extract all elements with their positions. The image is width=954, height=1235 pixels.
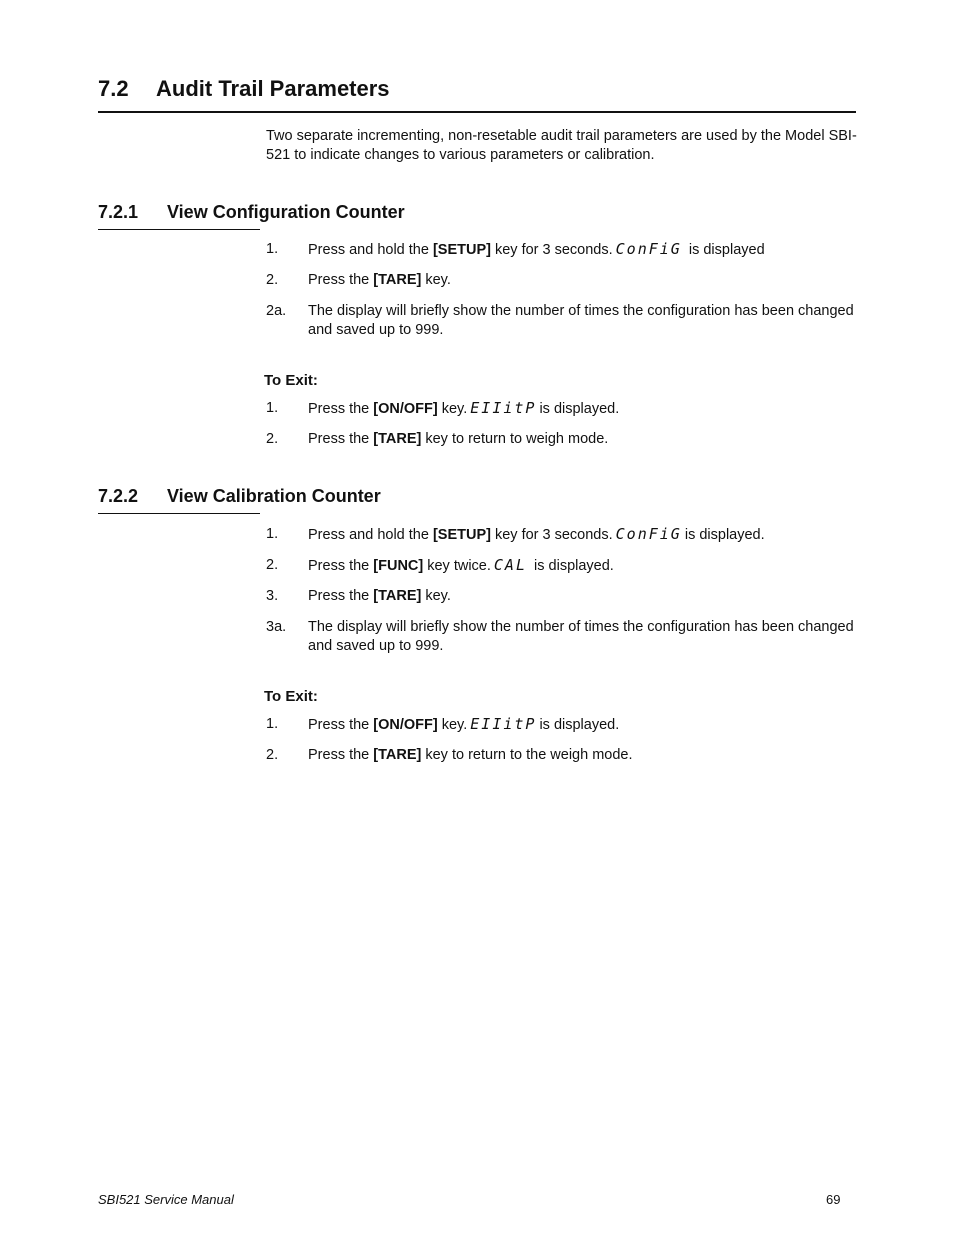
step-text: Press the <box>308 558 374 574</box>
subsection-heading-calibration <box>98 486 381 507</box>
list-item <box>266 525 858 545</box>
list-item <box>266 240 858 260</box>
subsection-number: 7.2.1 <box>98 202 139 222</box>
subsection-rule <box>98 513 260 514</box>
step-number: 1. <box>266 400 279 416</box>
key-name: [TARE] <box>373 747 422 763</box>
step-text: key twice. <box>423 558 491 574</box>
step-text: Press the <box>308 272 374 288</box>
key-name: [SETUP] <box>432 527 491 543</box>
intro-paragraph: Two separate incrementing, non-resetable audit trail parameters are used by the Model SBI-521 to indicate changes to various parameters or calibration. <box>266 128 857 163</box>
section-heading <box>98 76 390 102</box>
step-number: 2. <box>266 747 279 763</box>
list-item <box>266 618 858 656</box>
key-name: [ON/OFF] <box>373 717 438 733</box>
step-text: Press the <box>308 717 374 733</box>
list-item <box>266 715 858 735</box>
step-text: Press and hold the <box>308 527 433 543</box>
step-number: 2. <box>266 557 279 573</box>
key-name: [FUNC] <box>373 558 424 574</box>
step-number: 3. <box>266 588 279 604</box>
step-text: key for 3 seconds. <box>490 527 613 543</box>
step-text: Press the <box>308 747 374 763</box>
lcd-display-text: EIIitP <box>470 715 537 733</box>
section-title: Audit Trail Parameters <box>156 76 390 101</box>
step-text: key to return to weigh mode. <box>421 431 609 447</box>
step-text: is displayed. <box>539 401 620 417</box>
lcd-display-text: ConFiG <box>615 525 682 543</box>
list-item <box>266 556 858 576</box>
step-text: The display will briefly show the number of times the configuration has been changed and saved up to 999. <box>308 303 854 338</box>
step-text: key. <box>421 272 451 288</box>
step-text: key. <box>421 588 451 604</box>
step-text: is displayed. <box>530 558 614 574</box>
section-number: 7.2 <box>98 76 129 101</box>
lcd-display-text: ConFiG <box>615 240 682 258</box>
key-name: [TARE] <box>373 588 422 604</box>
list-item <box>266 746 858 765</box>
lcd-display-text: EIIitP <box>470 399 537 417</box>
subsection-number: 7.2.2 <box>98 486 139 506</box>
page-number: 69 <box>826 1192 841 1207</box>
step-text: key. <box>437 401 468 417</box>
step-number: 2. <box>266 431 279 447</box>
lcd-display-text: CAL <box>493 556 527 574</box>
key-name: [TARE] <box>373 272 422 288</box>
step-number: 2. <box>266 272 279 288</box>
exit-label: To Exit: <box>264 688 318 705</box>
subsection-rule <box>98 229 260 230</box>
key-name: [TARE] <box>373 431 422 447</box>
step-number: 1. <box>266 716 279 732</box>
step-number: 1. <box>266 241 279 257</box>
step-text: key to return to the weigh mode. <box>421 747 633 763</box>
step-text: Press and hold the <box>308 242 433 258</box>
step-text: is displayed. <box>684 527 765 543</box>
step-number: 1. <box>266 526 279 542</box>
section-rule <box>98 111 856 113</box>
list-item <box>266 399 858 419</box>
list-item <box>266 430 858 449</box>
step-text: key. <box>437 717 468 733</box>
footer-manual-title: SBI521 Service Manual <box>98 1192 234 1207</box>
exit-label: To Exit: <box>264 372 318 389</box>
key-name: [SETUP] <box>432 242 491 258</box>
subsection-heading-config <box>98 202 405 223</box>
list-item <box>266 302 858 340</box>
step-text: The display will briefly show the number of times the configuration has been changed and saved up to 999. <box>308 619 854 654</box>
step-text: Press the <box>308 401 374 417</box>
list-item <box>266 271 858 290</box>
step-text: is displayed <box>684 242 765 258</box>
subsection-title: View Configuration Counter <box>167 202 405 222</box>
key-name: [ON/OFF] <box>373 401 438 417</box>
list-item <box>266 587 858 606</box>
step-text: key for 3 seconds. <box>490 242 613 258</box>
subsection-title: View Calibration Counter <box>167 486 381 506</box>
step-number: 2a. <box>266 303 287 319</box>
step-text: Press the <box>308 588 374 604</box>
step-number: 3a. <box>266 619 287 635</box>
step-text: Press the <box>308 431 374 447</box>
step-text: is displayed. <box>539 717 620 733</box>
